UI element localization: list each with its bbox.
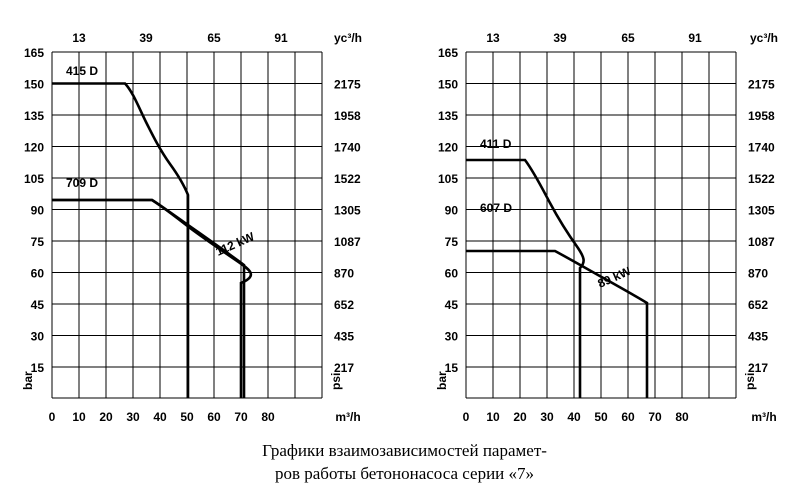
curve-411d: [466, 160, 584, 398]
top-unit-label: yc³/h: [749, 31, 779, 45]
top-tick: 13: [72, 31, 86, 45]
left-unit-label: bar: [435, 371, 449, 390]
top-tick: 39: [139, 31, 153, 45]
bottom-tick: 70: [234, 410, 248, 424]
label-upper-curve: 415 D: [66, 64, 99, 78]
bottom-tick: 40: [153, 410, 167, 424]
left-tick: 90: [30, 203, 44, 218]
right-tick: 1958: [748, 109, 775, 123]
left-tick: 30: [30, 329, 44, 344]
label-lower-curve: 607 D: [480, 201, 513, 215]
right-tick: 1522: [748, 172, 775, 186]
bottom-tick: 20: [99, 410, 113, 424]
label-power: 89 kW: [595, 263, 633, 291]
left-tick: 135: [437, 109, 458, 123]
bottom-tick: 0: [462, 410, 470, 424]
top-tick: 39: [553, 31, 567, 45]
curve-709d: [52, 200, 251, 398]
left-tick: 90: [444, 203, 458, 218]
bottom-tick: 0: [48, 410, 56, 424]
right-tick: 1087: [334, 235, 361, 249]
left-tick: 150: [23, 77, 44, 92]
top-tick: 65: [621, 31, 635, 45]
bottom-tick: 20: [513, 410, 527, 424]
right-tick: 217: [748, 361, 769, 375]
left-tick: 150: [437, 77, 458, 92]
bottom-tick: 10: [72, 410, 86, 424]
figure-caption: [0, 440, 809, 486]
chart-right-svg: [404, 0, 809, 440]
chart-right: [404, 0, 809, 440]
bottom-tick: 40: [567, 410, 581, 424]
top-tick: 91: [274, 31, 288, 45]
bottom-unit-label: m³/h: [751, 410, 777, 424]
caption-line-1: Графики взаимозависимостей парамет-: [262, 441, 547, 460]
left-tick: 60: [30, 266, 44, 281]
right-tick: 1305: [748, 203, 775, 218]
right-axis-ticks: [748, 78, 775, 376]
bottom-tick: 50: [180, 410, 194, 424]
right-tick: 1740: [748, 140, 775, 155]
right-unit-label: psi: [743, 372, 757, 390]
left-tick: 105: [23, 172, 44, 186]
top-axis-ticks: [72, 31, 288, 45]
left-tick: 75: [30, 235, 44, 249]
curve-709d-main: [52, 200, 244, 398]
right-tick: 652: [748, 298, 769, 312]
left-axis-ticks: [24, 46, 44, 375]
right-unit-label: psi: [329, 372, 343, 390]
left-tick: 165: [23, 46, 44, 60]
right-tick: 870: [334, 266, 355, 281]
right-tick: 1958: [334, 109, 361, 123]
right-tick: 1740: [334, 140, 361, 155]
chart-left: [0, 0, 405, 440]
right-axis-ticks: [334, 78, 361, 376]
right-tick: 870: [748, 266, 769, 281]
right-tick: 435: [334, 329, 355, 344]
label-power: 112 kW: [213, 229, 257, 259]
left-tick: 105: [437, 172, 458, 186]
right-tick: 1087: [748, 235, 775, 249]
bottom-axis-ticks: [463, 410, 689, 424]
bottom-tick: 30: [126, 410, 140, 424]
top-axis-ticks: [486, 31, 702, 45]
left-tick: 60: [444, 266, 458, 281]
left-tick: 135: [23, 109, 44, 123]
bottom-tick: 50: [594, 410, 608, 424]
bottom-unit-label: m³/h: [335, 410, 361, 424]
label-upper-curve: 411 D: [480, 137, 512, 151]
bottom-axis-ticks: [49, 410, 275, 424]
left-tick: 120: [437, 140, 458, 155]
right-tick: 435: [748, 329, 769, 344]
left-tick: 15: [30, 361, 44, 375]
right-tick: 2175: [748, 77, 775, 92]
left-tick: 30: [444, 329, 458, 344]
label-lower-curve: 709 D: [66, 176, 99, 190]
caption-line-2: ров работы бетононасоса серии «7»: [274, 463, 535, 483]
bottom-tick: 30: [540, 410, 554, 424]
left-tick: 45: [30, 298, 44, 312]
bottom-tick: 10: [486, 410, 500, 424]
top-tick: 91: [688, 31, 702, 45]
bottom-tick: 80: [261, 410, 275, 424]
left-axis-ticks: [438, 46, 458, 375]
curve-labels: [66, 64, 257, 259]
right-tick: 1305: [334, 203, 361, 218]
top-unit-label: yc³/h: [333, 31, 363, 45]
bottom-tick: 60: [621, 410, 635, 424]
right-tick: 1522: [334, 172, 361, 186]
bottom-tick: 60: [207, 410, 221, 424]
right-tick: 217: [334, 361, 355, 375]
chart-left-svg: [0, 0, 405, 440]
left-tick: 15: [444, 361, 458, 375]
top-tick: 13: [486, 31, 500, 45]
right-tick: 2175: [334, 77, 361, 92]
left-tick: 75: [444, 235, 458, 249]
grid-lines: [466, 52, 736, 398]
bottom-tick: 70: [648, 410, 662, 424]
left-tick: 45: [444, 298, 458, 312]
right-tick: 652: [334, 298, 355, 312]
left-tick: 165: [437, 46, 458, 60]
top-tick: 65: [207, 31, 221, 45]
left-tick: 120: [23, 140, 44, 155]
left-unit-label: bar: [21, 371, 35, 390]
bottom-tick: 80: [675, 410, 689, 424]
